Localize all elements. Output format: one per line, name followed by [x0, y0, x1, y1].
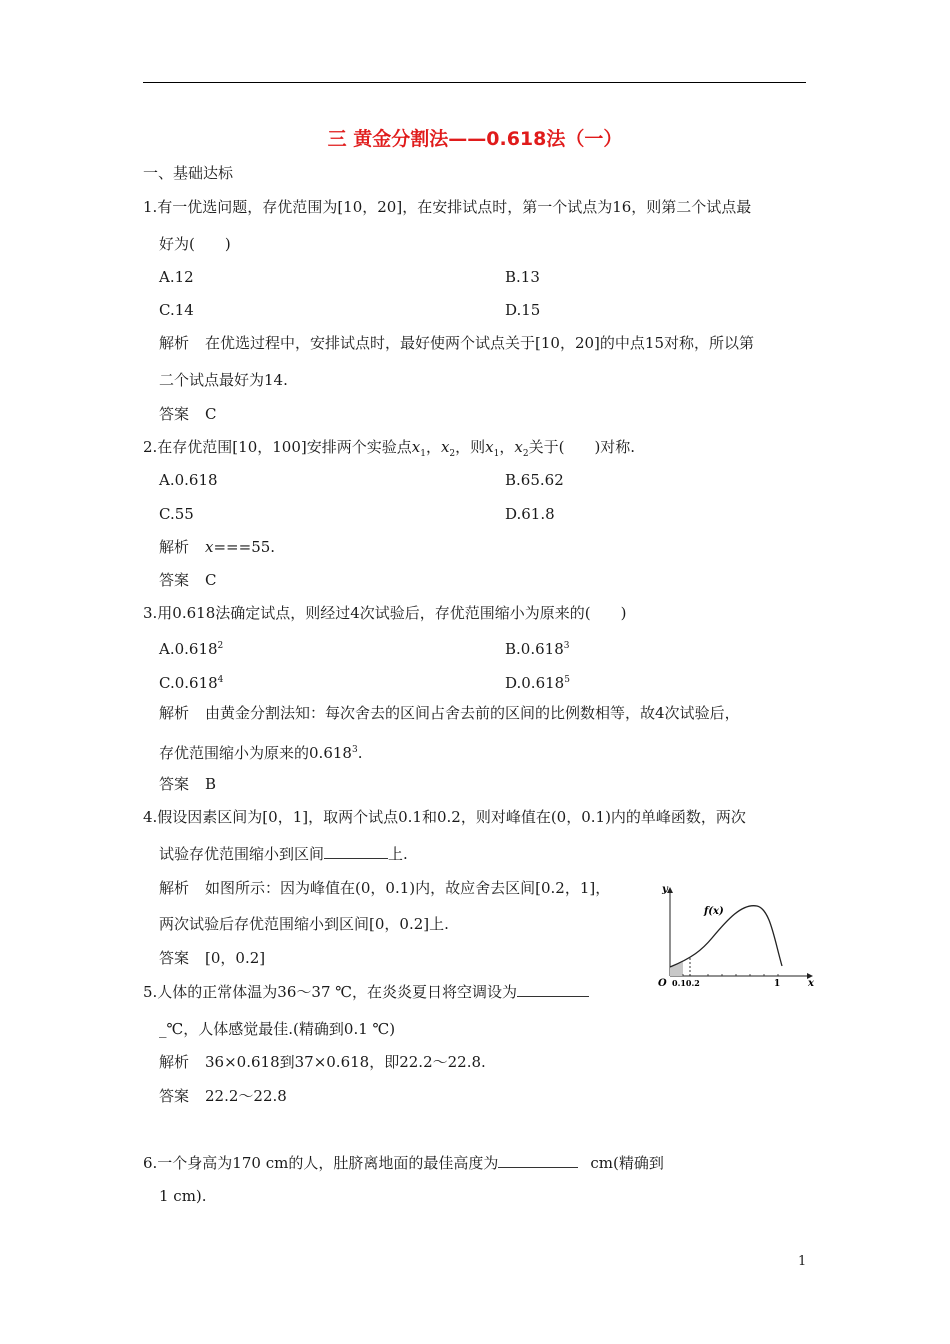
page-number: 1: [798, 1254, 807, 1269]
q2-sub: 1: [420, 449, 426, 459]
q2-var: x: [485, 438, 494, 456]
q2-option-a: A.0.618: [159, 471, 218, 489]
header-rule: [143, 82, 806, 83]
q6-stem-line1b: cm(精确到: [590, 1154, 664, 1172]
tick-labels: 0.10.2: [672, 978, 700, 988]
q4-stem-line2: [159, 844, 408, 864]
q3-answer: [159, 774, 216, 794]
q2-sub: 2: [522, 449, 529, 459]
q2-option-b: B.65.62: [505, 471, 564, 489]
q5-analysis: [159, 1052, 486, 1072]
q3-option-c: [159, 670, 223, 693]
q2-analysis-var: x: [205, 538, 214, 556]
q3-option-a-text: A.0.618: [159, 640, 218, 658]
y-axis-label: y: [662, 884, 668, 895]
q1-stem-line2: 好为( ): [159, 235, 231, 253]
q5-analysis-text: 36×0.618到37×0.618，即22.2～22.8.: [205, 1053, 486, 1071]
q4-analysis-line2: 两次试验后存优范围缩小到区间[0，0.2]上.: [159, 915, 449, 933]
q1-option-c: C.14: [159, 301, 194, 319]
analysis-label: 解析: [159, 538, 190, 556]
q3-option-a-exp: 2: [217, 641, 224, 651]
q3-option-d-exp: 5: [564, 675, 570, 685]
q1-analysis-line2: 二个试点最好为14.: [159, 371, 288, 389]
q1-stem-line1: 1.有一优选问题，存优范围为[10，20]，在安排试点时，第一个试点为16，则第二个试点最: [143, 198, 752, 216]
q4-answer-value: [0，0.2]: [205, 949, 266, 967]
q1-analysis-text: 在优选过程中，安排试点时，最好使两个试点关于[10，20]的中点15对称，所以第: [205, 334, 754, 352]
q4-analysis: [159, 878, 610, 898]
q2-stem-pre: 2.在存优范围[10，100]安排两个实验点: [143, 438, 412, 456]
q2-option-d: D.61.8: [505, 505, 555, 523]
q2-comma: ，: [425, 438, 441, 456]
origin-label: O: [658, 978, 667, 989]
q3-option-d-text: D.0.618: [505, 674, 565, 692]
q6-stem-line1a: 6.一个身高为170 cm的人，肚脐离地面的最佳高度为: [143, 1154, 499, 1172]
q3-option-c-exp: 4: [217, 675, 224, 685]
q2-comma: ，: [499, 438, 515, 456]
function-label: f(x): [704, 906, 724, 917]
answer-blank: [498, 1153, 578, 1168]
q3-analysis-end: .: [357, 744, 363, 762]
q2-analysis-text: ===55.: [213, 538, 276, 556]
q2-var: x: [440, 438, 450, 456]
answer-label: 答案: [159, 571, 190, 589]
q3-analysis-exp: 3: [351, 745, 358, 755]
q5-stem-line1: [143, 982, 589, 1002]
answer-label: 答案: [159, 775, 190, 793]
unimodal-function-figure: [652, 878, 822, 992]
q3-option-a: [159, 636, 223, 659]
q2-answer: [159, 570, 217, 590]
q2-analysis: [159, 537, 275, 557]
q5-answer-value: 22.2～22.8: [205, 1087, 287, 1105]
q5-stem-line2: _℃，人体感觉最佳.(精确到0.1 ℃): [159, 1020, 396, 1038]
section-heading: 一、基础达标: [143, 164, 234, 182]
q2-stem-post: 关于( )对称.: [528, 438, 636, 456]
q2-then: ，则: [455, 438, 486, 456]
q1-answer: [159, 404, 217, 424]
q3-analysis-text: 由黄金分割法知：每次舍去的区间占舍去前的区间的比例数相等，故4次试验后，: [205, 704, 740, 722]
q4-stem-line2a: 试验存优范围缩小到区间: [159, 845, 325, 863]
x-axis-label: x: [808, 978, 814, 989]
analysis-label: 解析: [159, 704, 190, 722]
q2-var: x: [514, 438, 523, 456]
function-curve: [670, 906, 782, 967]
q3-option-c-text: C.0.618: [159, 674, 218, 692]
q3-stem: 3.用0.618法确定试点，则经过4次试验后，存优范围缩小为原来的( ): [143, 604, 627, 622]
q4-stem-line1: 4.假设因素区间为[0，1]，取两个试点0.1和0.2，则对峰值在(0，0.1)内的单峰函数，两次: [143, 808, 746, 826]
q2-sub: 2: [449, 449, 456, 459]
q3-analysis-line2: [159, 740, 362, 763]
q3-analysis-line2-text: 存优范围缩小为原来的0.618: [159, 744, 352, 762]
analysis-label: 解析: [159, 334, 190, 352]
q1-option-d: D.15: [505, 301, 541, 319]
answer-label: 答案: [159, 949, 190, 967]
q3-option-d: [505, 670, 570, 693]
q1-analysis: [159, 333, 754, 353]
analysis-label: 解析: [159, 879, 190, 897]
tick-label-one: 1: [774, 979, 781, 989]
answer-blank: [324, 844, 388, 859]
answer-blank: [517, 982, 589, 997]
q1-answer-value: C: [205, 405, 217, 423]
q4-stem-line2b: 上.: [388, 845, 408, 863]
analysis-label: 解析: [159, 1053, 190, 1071]
q1-option-b: B.13: [505, 268, 540, 286]
q5-answer: [159, 1086, 287, 1106]
q2-answer-value: C: [205, 571, 217, 589]
answer-label: 答案: [159, 405, 190, 423]
answer-label: 答案: [159, 1087, 190, 1105]
q2-var: x: [411, 438, 421, 456]
q5-stem-line1-text: 5.人体的正常体温为36～37 ℃，在炎炎夏日将空调设为: [143, 983, 518, 1001]
q4-analysis-text: 如图所示：因为峰值在(0，0.1)内，故应舍去区间[0.2，1]，: [205, 879, 611, 897]
q3-analysis: [159, 703, 740, 723]
q2-stem: [143, 437, 635, 464]
q3-option-b-text: B.0.618: [505, 640, 564, 658]
q3-option-b: [505, 636, 569, 659]
q3-option-b-exp: 3: [563, 641, 570, 651]
q2-option-c: C.55: [159, 505, 194, 523]
page-title: 三 黄金分割法——0.618法（一）: [327, 128, 623, 150]
q6-stem-line1: [143, 1153, 664, 1173]
q6-stem-line2: 1 cm).: [159, 1187, 207, 1205]
q2-sub: 1: [493, 449, 500, 459]
q3-answer-value: B: [205, 775, 217, 793]
q4-answer: [159, 948, 265, 968]
q1-option-a: A.12: [159, 268, 194, 286]
